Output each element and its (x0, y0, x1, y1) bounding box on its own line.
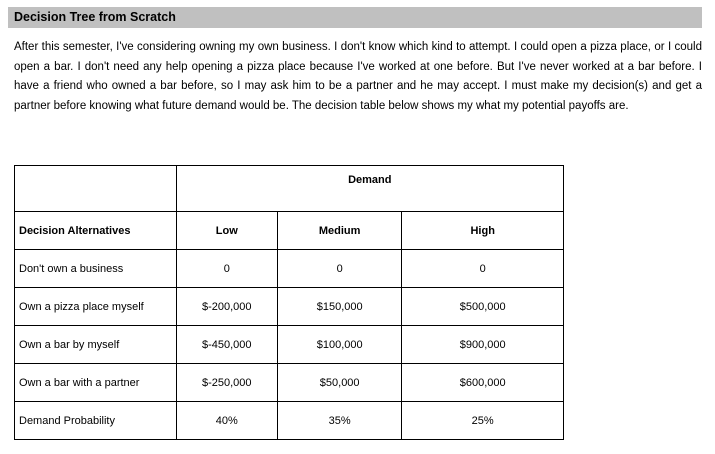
row-header-decision-alternatives: Decision Alternatives (15, 212, 177, 250)
cell-low: 40% (176, 402, 277, 440)
cell-medium: $100,000 (277, 326, 401, 364)
cell-low: $-250,000 (176, 364, 277, 402)
cell-high: 25% (402, 402, 564, 440)
table-row (15, 250, 564, 288)
cell-high: $600,000 (402, 364, 564, 402)
column-header-high: High (402, 212, 564, 250)
cell-low: $-450,000 (176, 326, 277, 364)
table-row (15, 364, 564, 402)
table-corner-cell (15, 166, 177, 212)
row-label: Demand Probability (15, 402, 177, 440)
table-header-row-demand (15, 166, 564, 212)
column-header-medium: Medium (277, 212, 401, 250)
cell-high: $500,000 (402, 288, 564, 326)
row-label: Own a bar with a partner (15, 364, 177, 402)
table-header-row (15, 212, 564, 250)
heading-bar (8, 7, 702, 28)
cell-medium: 35% (277, 402, 401, 440)
column-header-low: Low (176, 212, 277, 250)
table-row (15, 402, 564, 440)
decision-table (14, 165, 564, 440)
cell-medium: $50,000 (277, 364, 401, 402)
row-label: Don't own a business (15, 250, 177, 288)
row-label: Own a pizza place myself (15, 288, 177, 326)
cell-medium: 0 (277, 250, 401, 288)
demand-group-header: Demand (176, 166, 563, 212)
page-title: Decision Tree from Scratch (14, 10, 176, 24)
row-label: Own a bar by myself (15, 326, 177, 364)
cell-low: $-200,000 (176, 288, 277, 326)
table-row (15, 326, 564, 364)
cell-high: 0 (402, 250, 564, 288)
cell-high: $900,000 (402, 326, 564, 364)
cell-medium: $150,000 (277, 288, 401, 326)
intro-paragraph: After this semester, I've considering owning my own business. I don't know which kind to attempt. I could open a pizza place, or I could open a bar. I don't need any help opening a pizza place because I've worked at one before. But I've never worked at a bar before. I have a friend who owned a bar before, so I may ask him to be a partner and he may accept. I must make my decision(s) and get a partner before knowing what future demand would be. The decision table below shows my what my potential payoffs are. (14, 41, 702, 112)
cell-low: 0 (176, 250, 277, 288)
table-row (15, 288, 564, 326)
